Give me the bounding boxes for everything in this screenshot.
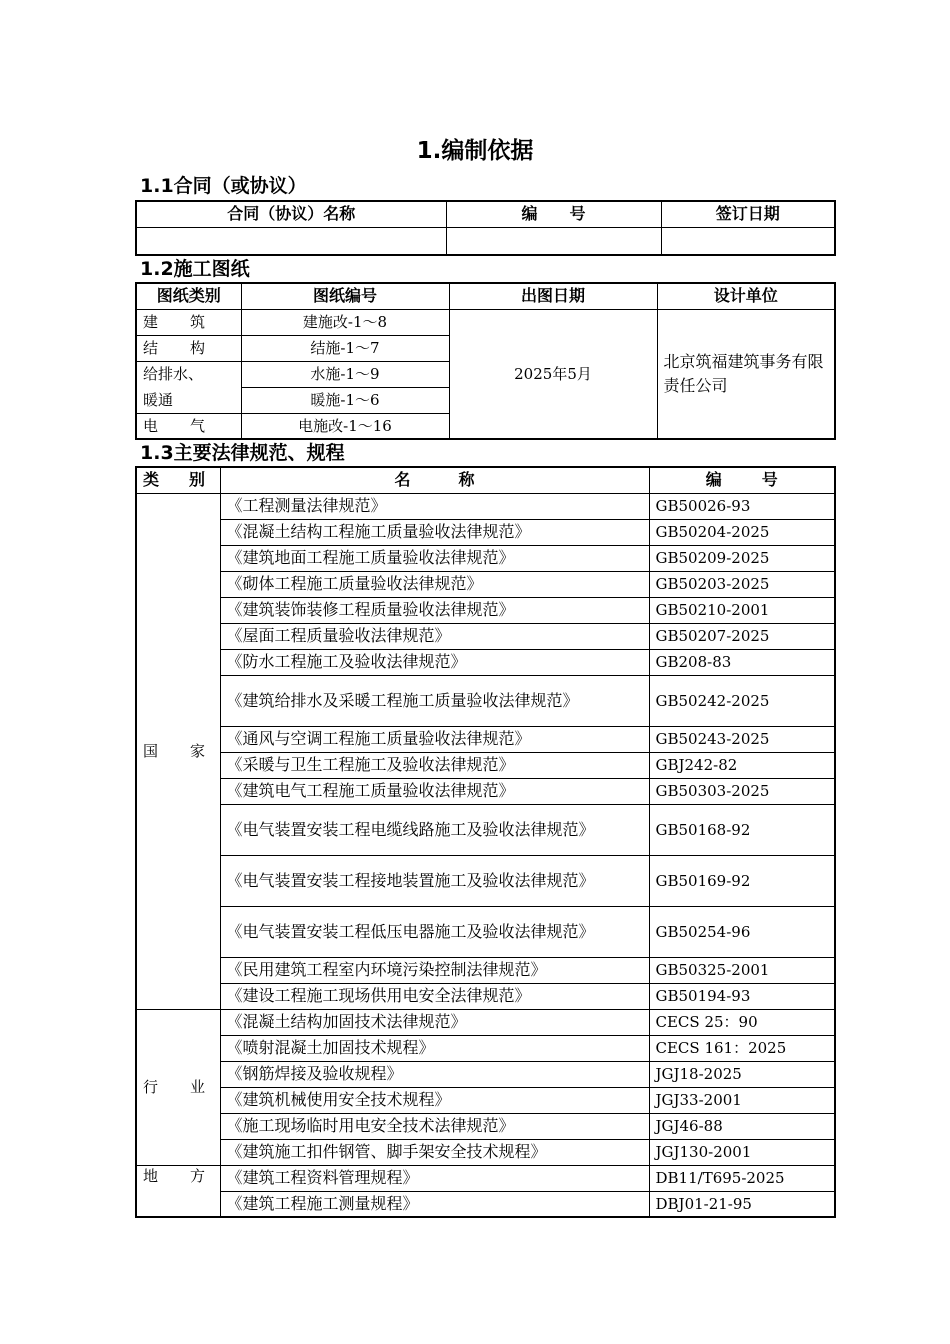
table-row bbox=[136, 855, 835, 906]
standard-name: 《通风与空调工程施工质量验收法律规范》 bbox=[220, 726, 649, 752]
category-char: 构 bbox=[189, 339, 205, 357]
category-char: 家 bbox=[189, 742, 205, 760]
header-sign-date: 签订日期 bbox=[661, 201, 835, 227]
standard-name: 《电气装置安装工程接地装置施工及验收法律规范》 bbox=[220, 855, 649, 906]
standard-number: GB50303-2025 bbox=[649, 778, 835, 804]
table-row bbox=[136, 1165, 835, 1191]
standard-name: 《电气装置安装工程低压电器施工及验收法律规范》 bbox=[220, 906, 649, 957]
drawing-category bbox=[136, 413, 241, 439]
table-row bbox=[136, 1113, 835, 1139]
category-char: 建 bbox=[143, 313, 159, 331]
header-char: 称 bbox=[458, 470, 475, 490]
table-row bbox=[136, 1139, 835, 1165]
standard-number: GB50207-2025 bbox=[649, 623, 835, 649]
standard-number: JGJ130-2001 bbox=[649, 1139, 835, 1165]
standard-name: 《建筑电气工程施工质量验收法律规范》 bbox=[220, 778, 649, 804]
section-heading-drawings: 1.2施工图纸 bbox=[140, 258, 250, 280]
header-number bbox=[649, 467, 835, 493]
header-char: 类 bbox=[143, 470, 160, 490]
standard-number: GB208-83 bbox=[649, 649, 835, 675]
header-char: 名 bbox=[394, 470, 411, 490]
category-char: 结 bbox=[143, 339, 159, 357]
standard-name: 《建筑装饰装修工程质量验收法律规范》 bbox=[220, 597, 649, 623]
standard-number: JGJ46-88 bbox=[649, 1113, 835, 1139]
drawings-table bbox=[135, 282, 836, 440]
table-row bbox=[136, 649, 835, 675]
drawing-category: 暖通 bbox=[136, 387, 241, 413]
issue-date: 2025年5月 bbox=[449, 309, 657, 439]
table-row bbox=[136, 957, 835, 983]
standard-number: DBJ01-21-95 bbox=[649, 1191, 835, 1217]
contract-name-cell bbox=[136, 227, 446, 255]
standard-category bbox=[136, 493, 220, 1009]
standard-name: 《建筑工程资料管理规程》 bbox=[220, 1165, 649, 1191]
drawing-category: 给排水、 bbox=[136, 361, 241, 387]
standard-name: 《建筑地面工程施工质量验收法律规范》 bbox=[220, 545, 649, 571]
standard-number: JGJ18-2025 bbox=[649, 1061, 835, 1087]
header-char: 编 bbox=[705, 470, 722, 490]
table-row bbox=[136, 623, 835, 649]
standards-table bbox=[135, 466, 836, 1218]
header-name bbox=[220, 467, 649, 493]
standard-name: 《混凝土结构工程施工质量验收法律规范》 bbox=[220, 519, 649, 545]
table-row bbox=[136, 571, 835, 597]
standard-number: CECS 161：2025 bbox=[649, 1035, 835, 1061]
standard-number: GB50026-93 bbox=[649, 493, 835, 519]
table-row bbox=[136, 1061, 835, 1087]
standard-name: 《钢筋焊接及验收规程》 bbox=[220, 1061, 649, 1087]
header-char: 号 bbox=[761, 470, 778, 490]
drawing-number: 水施-1～9 bbox=[241, 361, 449, 387]
header-category bbox=[136, 467, 220, 493]
drawing-number: 暖施-1～6 bbox=[241, 387, 449, 413]
standard-number: GB50204-2025 bbox=[649, 519, 835, 545]
header-drawing-category: 图纸类别 bbox=[136, 283, 241, 309]
page-title: 1.编制依据 bbox=[416, 138, 534, 164]
table-row bbox=[136, 1035, 835, 1061]
table-row bbox=[136, 519, 835, 545]
standard-number: GB50209-2025 bbox=[649, 545, 835, 571]
standard-name: 《建筑给排水及采暖工程施工质量验收法律规范》 bbox=[220, 675, 649, 726]
table-row bbox=[136, 752, 835, 778]
drawing-category bbox=[136, 309, 241, 335]
standard-number: JGJ33-2001 bbox=[649, 1087, 835, 1113]
header-issue-date: 出图日期 bbox=[449, 283, 657, 309]
standard-name: 《喷射混凝土加固技术规程》 bbox=[220, 1035, 649, 1061]
drawing-number: 建施改-1～8 bbox=[241, 309, 449, 335]
header-contract-name: 合同（协议）名称 bbox=[136, 201, 446, 227]
table-row bbox=[136, 1087, 835, 1113]
category-char: 国 bbox=[143, 742, 159, 760]
standard-number: GB50168-92 bbox=[649, 804, 835, 855]
standard-name: 《防水工程施工及验收法律规范》 bbox=[220, 649, 649, 675]
table-row bbox=[136, 545, 835, 571]
standard-name: 《采暖与卫生工程施工及验收法律规范》 bbox=[220, 752, 649, 778]
header-design-unit: 设计单位 bbox=[657, 283, 835, 309]
standard-number: GB50210-2001 bbox=[649, 597, 835, 623]
table-row bbox=[136, 804, 835, 855]
category-char: 筑 bbox=[189, 313, 205, 331]
standard-number: GB50194-93 bbox=[649, 983, 835, 1009]
table-row bbox=[136, 493, 835, 519]
contract-table bbox=[135, 200, 836, 256]
standard-name: 《施工现场临时用电安全技术法律规范》 bbox=[220, 1113, 649, 1139]
section-heading-standards: 1.3主要法律规范、规程 bbox=[140, 442, 345, 464]
sign-date-cell bbox=[661, 227, 835, 255]
standard-name: 《建筑机械使用安全技术规程》 bbox=[220, 1087, 649, 1113]
category-char: 气 bbox=[189, 416, 205, 435]
standard-number: GB50242-2025 bbox=[649, 675, 835, 726]
section-heading-contract: 1.1合同（或协议） bbox=[140, 175, 307, 197]
table-row bbox=[136, 726, 835, 752]
category-char: 地 bbox=[143, 1166, 159, 1185]
table-row bbox=[136, 1191, 835, 1217]
table-row bbox=[136, 778, 835, 804]
standard-name: 《建筑施工扣件钢管、脚手架安全技术规程》 bbox=[220, 1139, 649, 1165]
table-row bbox=[136, 983, 835, 1009]
header-contract-number: 编 号 bbox=[446, 201, 661, 227]
header-char: 别 bbox=[188, 470, 205, 490]
header-drawing-number: 图纸编号 bbox=[241, 283, 449, 309]
table-row bbox=[136, 906, 835, 957]
category-char: 方 bbox=[189, 1166, 205, 1185]
standard-name: 《混凝土结构加固技术法律规范》 bbox=[220, 1009, 649, 1035]
standard-name: 《工程测量法律规范》 bbox=[220, 493, 649, 519]
category-char: 行 bbox=[143, 1078, 159, 1096]
design-unit: 北京筑福建筑事务有限责任公司 bbox=[657, 309, 835, 439]
table-row bbox=[136, 1009, 835, 1035]
standard-number: CECS 25：90 bbox=[649, 1009, 835, 1035]
drawing-number: 电施改-1～16 bbox=[241, 413, 449, 439]
standard-name: 《电气装置安装工程电缆线路施工及验收法律规范》 bbox=[220, 804, 649, 855]
standard-number: GB50169-92 bbox=[649, 855, 835, 906]
standard-number: GB50203-2025 bbox=[649, 571, 835, 597]
standard-number: GB50254-96 bbox=[649, 906, 835, 957]
standard-name: 《建筑工程施工测量规程》 bbox=[220, 1191, 649, 1217]
standard-name: 《民用建筑工程室内环境污染控制法律规范》 bbox=[220, 957, 649, 983]
standard-name: 《砌体工程施工质量验收法律规范》 bbox=[220, 571, 649, 597]
standard-number: GB50325-2001 bbox=[649, 957, 835, 983]
standard-number: DB11/T695-2025 bbox=[649, 1165, 835, 1191]
category-char: 电 bbox=[143, 416, 159, 435]
table-row bbox=[136, 675, 835, 726]
drawing-number: 结施-1～7 bbox=[241, 335, 449, 361]
standard-number: GB50243-2025 bbox=[649, 726, 835, 752]
category-char: 业 bbox=[189, 1078, 205, 1096]
standard-name: 《建设工程施工现场供用电安全法律规范》 bbox=[220, 983, 649, 1009]
standard-number: GBJ242-82 bbox=[649, 752, 835, 778]
drawing-category bbox=[136, 335, 241, 361]
standard-category bbox=[136, 1165, 220, 1217]
contract-number-cell bbox=[446, 227, 661, 255]
standard-name: 《屋面工程质量验收法律规范》 bbox=[220, 623, 649, 649]
standard-category bbox=[136, 1009, 220, 1165]
table-row bbox=[136, 597, 835, 623]
